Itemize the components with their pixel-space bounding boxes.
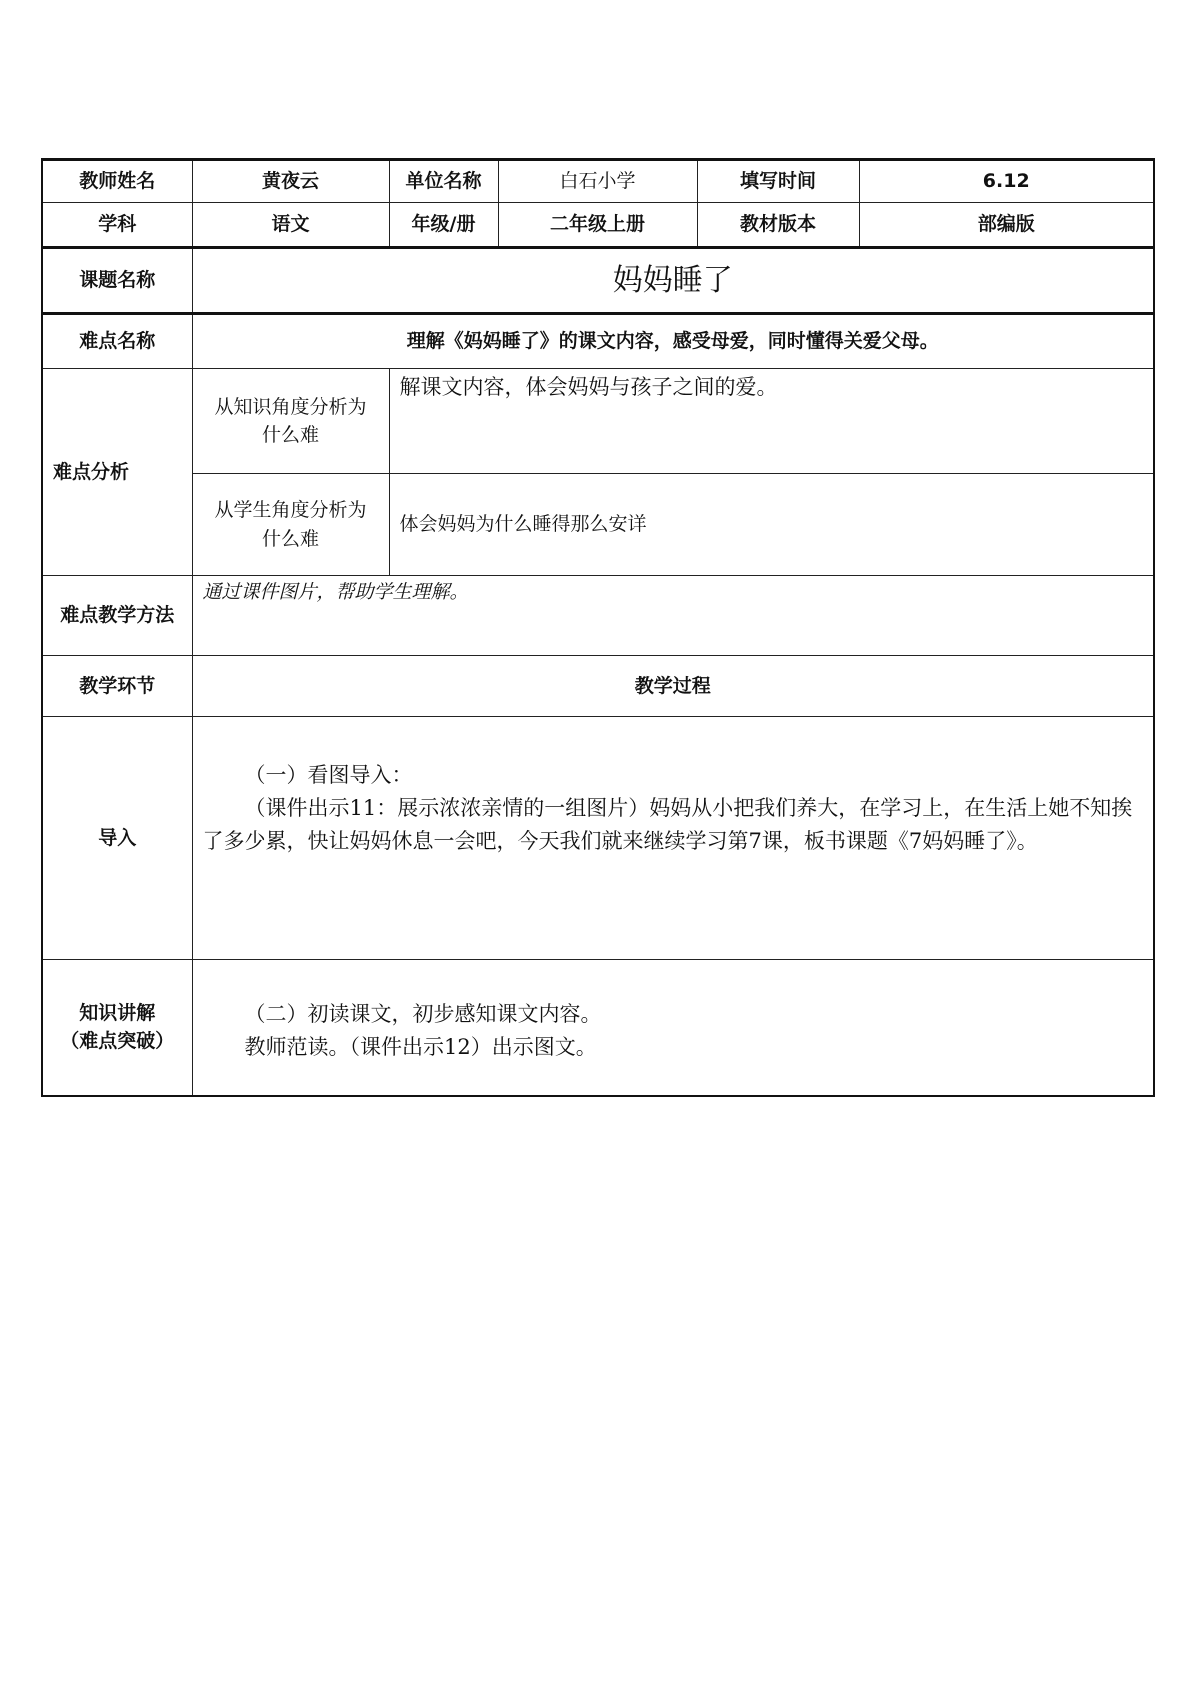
fill-time-label: 填写时间 bbox=[697, 160, 859, 203]
lesson-plan-sheet bbox=[41, 158, 1153, 1097]
unit-name-label: 单位名称 bbox=[389, 160, 498, 203]
unit-name-value: 白石小学 bbox=[498, 160, 697, 203]
lesson-title: 妈妈睡了 bbox=[192, 248, 1154, 314]
knowledge-label bbox=[42, 960, 192, 1096]
grade-label: 年级/册 bbox=[389, 203, 498, 248]
grade-value: 二年级上册 bbox=[498, 203, 697, 248]
intro-row bbox=[42, 717, 1154, 960]
knowledge-content bbox=[192, 960, 1154, 1096]
student-angle-value: 体会妈妈为什么睡得那么安详 bbox=[389, 474, 1154, 576]
knowledge-angle-label: 从知识角度分析为什么难 bbox=[192, 369, 389, 474]
knowledge-row bbox=[42, 960, 1154, 1096]
intro-label: 导入 bbox=[42, 717, 192, 960]
teacher-name-label: 教师姓名 bbox=[42, 160, 192, 203]
knowledge-label-line-2: （难点突破） bbox=[60, 1030, 175, 1053]
teacher-name-value: 黄夜云 bbox=[192, 160, 389, 203]
student-angle-label: 从学生角度分析为什么难 bbox=[192, 474, 389, 576]
knowledge-label-line-1: 知识讲解 bbox=[79, 1001, 156, 1024]
difficulty-label: 难点名称 bbox=[42, 314, 192, 369]
subject-label: 学科 bbox=[42, 203, 192, 248]
process-header-row bbox=[42, 656, 1154, 717]
topic-row bbox=[42, 248, 1154, 314]
knowledge-angle-value: 解课文内容，体会妈妈与孩子之间的爱。 bbox=[389, 369, 1154, 474]
process-stage-label: 教学环节 bbox=[42, 656, 192, 717]
analysis-row-knowledge bbox=[42, 369, 1154, 474]
header-row-1 bbox=[42, 160, 1154, 203]
edition-value: 部编版 bbox=[859, 203, 1154, 248]
subject-value: 语文 bbox=[192, 203, 389, 248]
process-content-label: 教学过程 bbox=[192, 656, 1154, 717]
method-label: 难点教学方法 bbox=[42, 576, 192, 656]
topic-label: 课题名称 bbox=[42, 248, 192, 314]
fill-time-value: 6.12 bbox=[859, 160, 1154, 203]
knowledge-line-1: （二）初读课文，初步感知课文内容。 bbox=[244, 1002, 602, 1026]
difficulty-row bbox=[42, 314, 1154, 369]
header-row-2 bbox=[42, 203, 1154, 248]
difficulty-value: 理解《妈妈睡了》的课文内容，感受母爱，同时懂得关爱父母。 bbox=[192, 314, 1154, 369]
intro-line-2: （课件出示11：展示浓浓亲情的一组图片）妈妈从小把我们养大，在学习上，在生活上她不知挨了多少累，快让妈妈休息一会吧，今天我们就来继续学习第7课，板书课题《7妈妈睡了》。 bbox=[202, 796, 1133, 853]
method-row bbox=[42, 576, 1154, 656]
intro-line-1: （一）看图导入： bbox=[244, 763, 413, 787]
knowledge-line-2: 教师范读。（课件出示12）出示图文。 bbox=[244, 1035, 597, 1059]
intro-content bbox=[192, 717, 1154, 960]
analysis-label: 难点分析 bbox=[42, 369, 192, 576]
analysis-row-student bbox=[42, 474, 1154, 576]
method-value: 通过课件图片，帮助学生理解。 bbox=[192, 576, 1154, 656]
lesson-plan-table bbox=[41, 158, 1155, 1097]
edition-label: 教材版本 bbox=[697, 203, 859, 248]
